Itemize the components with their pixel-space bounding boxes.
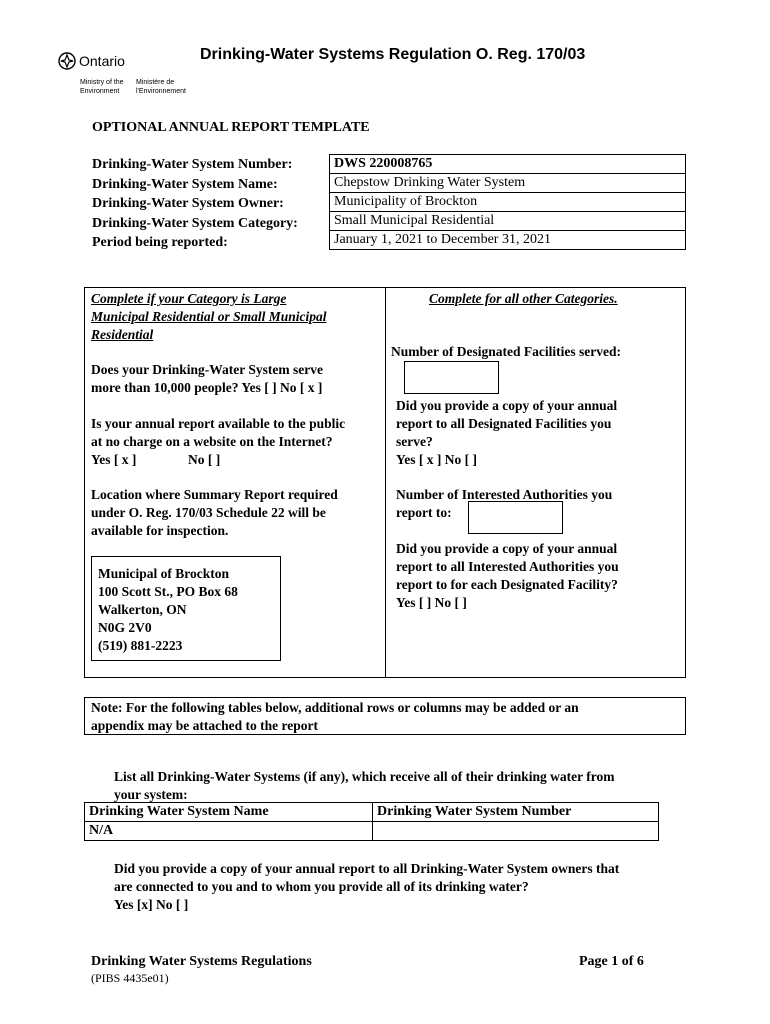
copy-facilities-question: Did you provide a copy of your annual report to all Designated Facilities you serve? Yes [ x ] No [ ]: [396, 398, 618, 467]
facilities-label: Number of Designated Facilities served:: [391, 344, 621, 359]
label-period: Period being reported:: [92, 235, 228, 250]
trillium-icon: [58, 52, 76, 70]
table-cell-name[interactable]: N/A: [84, 821, 373, 841]
document-title: Drinking-Water Systems Regulation O. Reg. 170/03: [200, 46, 586, 63]
address-box[interactable]: [91, 556, 281, 661]
owners-answer[interactable]: Yes [x] No [ ]: [114, 897, 189, 912]
ministry-en: Ministry of the Environment: [80, 79, 124, 95]
note-box: Note: For the following tables below, additional rows or columns may be added or an appendix may be attached to the report: [84, 697, 686, 735]
copy-authorities-question: Did you provide a copy of your annual report to all Interested Authorities you report to for each Designated Facility? Yes [ ] No [ ]: [396, 541, 619, 610]
label-system-category: Drinking-Water System Category:: [92, 215, 298, 231]
table-cell-number[interactable]: [372, 821, 659, 841]
label-system-name: Drinking-Water System Name:: [92, 176, 278, 192]
systems-table: [84, 802, 659, 841]
value-system-name[interactable]: Chepstow Drinking Water System: [329, 173, 686, 193]
location-question: Location where Summary Report required under O. Reg. 170/03 Schedule 22 will be available for inspection.: [91, 487, 338, 538]
label-system-owner: Drinking-Water System Owner:: [92, 196, 284, 211]
website-question: Is your annual report available to the public at no charge on a website on the Internet? Yes [ x ] No [ ]: [91, 416, 346, 467]
table-header-number: Drinking Water System Number: [372, 802, 659, 822]
label-system-number: Drinking-Water System Number:: [92, 157, 293, 172]
template-title: OPTIONAL ANNUAL REPORT TEMPLATE: [92, 120, 370, 135]
authorities-label: Number of Interested Authorities you report to:: [396, 487, 613, 520]
address-line: Walkerton, ON: [98, 602, 187, 617]
value-system-category[interactable]: Small Municipal Residential: [329, 211, 686, 231]
population-question: Does your Drinking-Water System serve more than 10,000 people? Yes [ ] No [ x ]: [91, 362, 323, 395]
category-divider: [385, 287, 386, 678]
address-line: (519) 881-2223: [98, 638, 183, 653]
facilities-count-input[interactable]: [404, 361, 499, 394]
systems-list-prompt: List all Drinking-Water Systems (if any), which receive all of their drinking water from your system:: [114, 769, 615, 802]
ontario-logo: [58, 52, 138, 72]
address-line: 100 Scott St., PO Box 68: [98, 584, 238, 599]
system-info-values: [329, 154, 686, 250]
value-period[interactable]: January 1, 2021 to December 31, 2021: [329, 230, 686, 250]
footer-code: (PIBS 4435e01): [91, 971, 169, 985]
authorities-count-input[interactable]: [468, 501, 563, 534]
ministry-fr: Ministère de l'Environnement: [136, 79, 186, 95]
copy-authorities-answer[interactable]: Yes [ ] No [ ]: [396, 595, 467, 610]
website-no[interactable]: No [ ]: [188, 452, 221, 467]
table-header-name: Drinking Water System Name: [84, 802, 373, 822]
footer-left: Drinking Water Systems Regulations: [91, 954, 312, 969]
value-system-owner[interactable]: Municipality of Brockton: [329, 192, 686, 212]
table-row: [84, 821, 659, 841]
system-info-labels: [92, 155, 298, 253]
right-heading: Complete for all other Categories.: [429, 291, 618, 306]
address-line: Municipal of Brockton: [98, 566, 230, 581]
address-line: N0G 2V0: [98, 620, 152, 635]
left-heading: Complete if your Category is Large Municipal Residential or Small Municipal Residential: [91, 291, 327, 342]
population-answer[interactable]: more than 10,000 people? Yes [ ] No [ x ]: [91, 380, 323, 395]
owners-question: Did you provide a copy of your annual report to all Drinking-Water System owners that are connected to you and to whom you provide all of its drinking water? Yes [x] No [ ]: [114, 861, 620, 912]
website-yes[interactable]: Yes [ x ]: [91, 452, 137, 467]
page-number: Page 1 of 6: [579, 954, 644, 969]
copy-facilities-answer[interactable]: Yes [ x ] No [ ]: [396, 452, 477, 467]
logo-word: Ontario: [79, 53, 125, 69]
value-system-number[interactable]: DWS 220008765: [329, 154, 686, 174]
